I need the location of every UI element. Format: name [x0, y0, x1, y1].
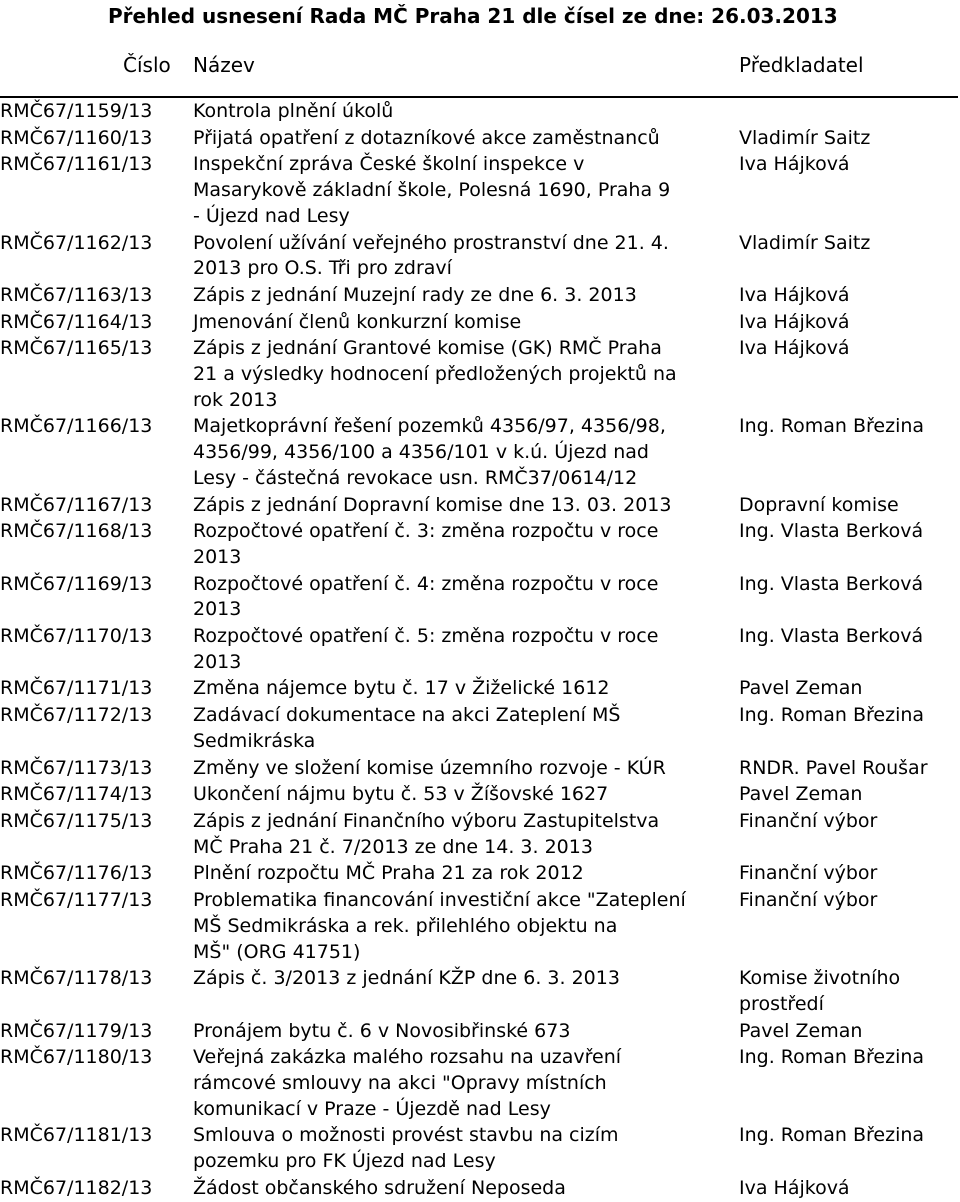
- resolution-name: Zápis z jednání Dopravní komise dne 13. 03. 2013: [193, 493, 672, 516]
- resolution-submitter: Iva Hájková: [739, 153, 850, 176]
- resolution-submitter: Ing. Vlasta Berková: [739, 625, 924, 648]
- table-row: [0, 1044, 960, 1122]
- resolution-name: Majetkoprávní řešení pozemků 4356/97, 4356/98, 4356/99, 4356/100 a 4356/101 v k.ú. Újezd nad Lesy - částečná revokace usn. RMČ37/0614/12: [193, 415, 666, 489]
- resolution-submitter: RNDR. Pavel Roušar: [739, 756, 928, 779]
- table-row: [0, 413, 960, 491]
- resolution-name: Veřejná zakázka malého rozsahu na uzavření rámcové smlouvy na akci "Opravy místních komunikací v Praze - Újezdě nad Lesy: [193, 1046, 622, 1120]
- resolution-submitter: Dopravní komise: [739, 493, 899, 516]
- table-row: [0, 1018, 960, 1045]
- resolution-name: Zápis z jednání Finančního výboru Zastupitelstva MČ Praha 21 č. 7/2013 ze dne 14. 3. 2013: [193, 809, 660, 858]
- resolution-number: RMČ67/1178/13: [0, 967, 153, 990]
- resolution-name: Zápis č. 3/2013 z jednání KŽP dne 6. 3. 2013: [193, 967, 620, 990]
- resolution-name: Pronájem bytu č. 6 v Novosibřinské 673: [193, 1019, 571, 1042]
- resolution-name: Povolení užívání veřejného prostranství dne 21. 4. 2013 pro O.S. Tři pro zdraví: [193, 231, 669, 280]
- table-row: [0, 781, 960, 808]
- resolution-number: RMČ67/1161/13: [0, 153, 153, 176]
- resolution-name: Žádost občanského sdružení Neposeda: [193, 1176, 566, 1199]
- resolution-submitter: Finanční výbor: [739, 809, 878, 832]
- table-row: [0, 571, 960, 623]
- resolution-name: Rozpočtové opatření č. 3: změna rozpočtu v roce 2013: [193, 520, 659, 568]
- table-row: [0, 623, 960, 675]
- resolution-submitter: Ing. Vlasta Berková: [739, 572, 924, 595]
- resolution-submitter: Iva Hájková: [739, 310, 850, 333]
- table-row: [0, 1122, 960, 1174]
- table-row: [0, 518, 960, 570]
- resolution-submitter: Finanční výbor: [739, 862, 878, 885]
- resolution-submitter: Ing. Roman Březina: [739, 415, 925, 438]
- table-row: [0, 282, 960, 309]
- resolution-name: Změny ve složení komise územního rozvoje - KÚR: [193, 756, 666, 779]
- table-row: [0, 230, 960, 282]
- resolution-number: RMČ67/1171/13: [0, 677, 153, 700]
- resolution-name: Zápis z jednání Muzejní rady ze dne 6. 3. 2013: [193, 283, 637, 306]
- table-row: [0, 755, 960, 782]
- resolution-name: Inspekční zpráva České školní inspekce v Masarykově základní škole, Polesná 1690, Praha 9 - Újezd nad Lesy: [193, 153, 671, 227]
- resolution-submitter: Komise životního prostředí: [739, 967, 901, 1015]
- resolution-submitter: Ing. Roman Březina: [739, 1124, 925, 1147]
- resolutions-table: [0, 99, 960, 1202]
- resolution-number: RMČ67/1175/13: [0, 809, 153, 832]
- table-row: [0, 151, 960, 229]
- table-row: [0, 99, 960, 125]
- resolution-submitter: Pavel Zeman: [739, 677, 863, 700]
- resolution-number: RMČ67/1170/13: [0, 625, 153, 648]
- resolution-submitter: Iva Hájková: [739, 283, 850, 306]
- header-number: Číslo: [123, 53, 171, 77]
- resolution-number: RMČ67/1177/13: [0, 889, 153, 912]
- table-row: [0, 335, 960, 413]
- resolution-submitter: Ing. Vlasta Berková: [739, 520, 924, 543]
- header-submitter: Předkladatel: [739, 53, 864, 77]
- resolution-number: RMČ67/1167/13: [0, 493, 153, 516]
- resolution-name: Přijatá opatření z dotazníkové akce zaměstnanců: [193, 126, 660, 149]
- table-row: [0, 1175, 960, 1202]
- resolution-name: Kontrola plnění úkolů: [193, 100, 394, 122]
- resolution-number: RMČ67/1168/13: [0, 520, 153, 543]
- header-name: Název: [193, 53, 255, 77]
- resolution-number: RMČ67/1173/13: [0, 756, 153, 779]
- resolution-number: RMČ67/1174/13: [0, 783, 153, 806]
- resolution-name: Jmenování členů konkurzní komise: [193, 310, 522, 333]
- resolution-number: RMČ67/1166/13: [0, 415, 153, 438]
- resolution-name: Smlouva o možnosti provést stavbu na cizím pozemku pro FK Újezd nad Lesy: [193, 1124, 619, 1173]
- resolution-name: Zápis z jednání Grantové komise (GK) RMČ Praha 21 a výsledky hodnocení předložených projektů na rok 2013: [193, 337, 677, 411]
- document-title: Přehled usnesení Rada MČ Praha 21 dle čísel ze dne: 26.03.2013: [108, 4, 838, 28]
- resolution-number: RMČ67/1182/13: [0, 1176, 153, 1199]
- resolution-number: RMČ67/1172/13: [0, 704, 153, 727]
- resolution-submitter: [739, 99, 960, 125]
- table-row: [0, 860, 960, 887]
- resolution-submitter: Finanční výbor: [739, 889, 878, 912]
- resolution-number: RMČ67/1169/13: [0, 572, 153, 595]
- resolution-name: Zadávací dokumentace na akci Zateplení MŠ Sedmikráska: [193, 704, 621, 752]
- table-row: [0, 702, 960, 754]
- table-row: [0, 887, 960, 965]
- resolution-submitter: Pavel Zeman: [739, 1019, 863, 1042]
- resolution-name: Rozpočtové opatření č. 5: změna rozpočtu v roce 2013: [193, 625, 659, 673]
- resolution-number: RMČ67/1181/13: [0, 1124, 153, 1147]
- table-row: [0, 965, 960, 1017]
- table-row: [0, 492, 960, 519]
- header-rule: [0, 96, 958, 98]
- resolution-number: RMČ67/1162/13: [0, 231, 153, 254]
- resolution-number: RMČ67/1179/13: [0, 1019, 153, 1042]
- resolution-submitter: Ing. Roman Březina: [739, 704, 925, 727]
- resolution-number: RMČ67/1180/13: [0, 1046, 153, 1069]
- resolution-number: RMČ67/1165/13: [0, 337, 153, 360]
- table-row: [0, 309, 960, 336]
- resolution-number: RMČ67/1163/13: [0, 283, 153, 306]
- resolution-number: RMČ67/1164/13: [0, 310, 153, 333]
- resolution-submitter: Iva Hájková: [739, 337, 850, 360]
- table-row: [0, 675, 960, 702]
- resolution-submitter: Iva Hájková: [739, 1176, 850, 1199]
- resolution-name: Ukončení nájmu bytu č. 53 v Žíšovské 1627: [193, 783, 609, 806]
- table-row: [0, 808, 960, 860]
- resolution-submitter: Pavel Zeman: [739, 783, 863, 806]
- resolution-number: RMČ67/1159/13: [0, 100, 153, 122]
- resolution-submitter: Vladimír Saitz: [739, 126, 871, 149]
- resolution-submitter: Ing. Roman Březina: [739, 1046, 925, 1069]
- resolution-number: RMČ67/1160/13: [0, 126, 153, 149]
- resolution-name: Rozpočtové opatření č. 4: změna rozpočtu v roce 2013: [193, 572, 659, 621]
- resolution-submitter: Vladimír Saitz: [739, 231, 871, 254]
- resolutions-body: [0, 99, 960, 1202]
- table-row: [0, 125, 960, 152]
- resolution-number: RMČ67/1176/13: [0, 862, 153, 885]
- resolution-name: Plnění rozpočtu MČ Praha 21 za rok 2012: [193, 862, 584, 885]
- resolution-name: Změna nájemce bytu č. 17 v Žiželické 1612: [193, 677, 610, 700]
- resolution-name: Problematika financování investiční akce "Zateplení MŠ Sedmikráska a rek. přilehlého objektu na MŠ" (ORG 41751): [193, 889, 686, 963]
